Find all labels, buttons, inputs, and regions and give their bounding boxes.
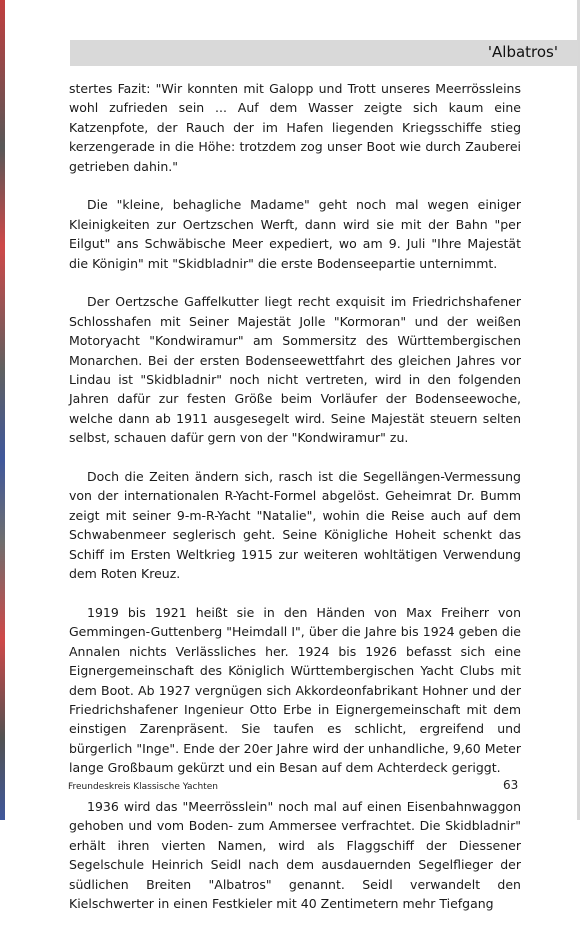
footer-publisher: Freundeskreis Klassische Yachten [68, 782, 218, 792]
paragraph: Der Oertzsche Gaffelkutter liegt recht exquisit im Friedrichshafener Schlosshafen mit Seiner Majestät Jolle "Kormoran" und der weißen Motoryacht "Kondwiramur" am Sommersitz des Württembergischen Monarchen. Bei der ersten Bodenseewettfahrt des gleichen Jahres vor Lindau ist "Skidbladnir" noch nicht vertreten, wird in den folgenden Jahren dafür zur festen Größe beim Vorläufer der Bodenseewoche, welche dann ab 1911 ausgesegelt wird. Seine Majestät steuern selten selbst, schauen dafür gern von der "Kondwiramur" zu. [69, 294, 521, 446]
page-edge-strip [0, 0, 5, 820]
paragraph: 1936 wird das "Meerrösslein" noch mal auf einen Eisenbahnwaggon gehoben und vom Boden- zum Ammersee verfrachtet. Die Skidbladnir" erhält ihren vierten Namen, wird als Flaggschiff der Diessener Segelschule Heinrich Seidl nach dem ausdauernden Segelflieger der südlichen Breiten "Albatros" genannt. Seidl verwandelt den Kielschwerter in einen Festkieler mit 40 Zentimetern mehr Tiefgang [69, 798, 521, 911]
body-text [69, 79, 521, 933]
paragraph: Doch die Zeiten ändern sich, rasch ist die Segellängen-Vermessung von der internationalen R-Yacht-Formel abgelöst. Geheimrat Dr. Bumm zeigt mit seiner 9-m-R-Yacht "Natalie", wohin die Reise auch auf dem Schwabenmeer seglerisch geht. Seine Königliche Hoheit schenkt das Schiff im Ersten Weltkrieg 1915 zur weiteren wohltätigen Verwendung dem Roten Kreuz. [69, 469, 521, 582]
running-header [70, 40, 578, 66]
paragraph: Die "kleine, behagliche Madame" geht noch mal wegen einiger Kleinigkeiten zur Oertzschen Werft, dann wird sie mit der Bahn "per Eilgut" ans Schwäbische Meer expediert, wo am 9. Juli "Ihre Majestät die Königin" mit "Skidbladnir" die erste Bodenseepartie unternimmt. [69, 197, 521, 271]
page-number: 63 [503, 778, 519, 792]
running-header-title: 'Albatros' [487, 43, 558, 61]
paragraph: 1919 bis 1921 heißt sie in den Händen von Max Freiherr von Gemmingen-Guttenberg "Heimdall I", über die Jahre bis 1924 geben die Annalen nichts Verlässliches her. 1924 bis 1926 befasst sich eine Eignergemeinschaft des Königlich Württembergischen Yacht Clubs mit dem Boot. Ab 1927 vergnügen sich Akkordeonfabrikant Hohner und der Friedrichshafener Ingenieur Otto Erbe in Eignergemeinschaft mit dem einstigen Zarenpräsent. Sie taufen es schlicht, ergreifend und bürgerlich "Inge". Ende der 20er Jahre wird der unhandliche, 9,60 Meter lange Großbaum gekürzt und ein Besan auf dem Achterdeck geriggt. [69, 604, 521, 776]
paragraph: stertes Fazit: "Wir konnten mit Galopp und Trott unseres Meerrösslеins wohl zufrieden sein ... Auf dem Wasser zeigte sich kaum eine Katzenpfote, der Rauch der im Hafen liegenden Kriegsschiffe stieg kerzengerade in die Höhe: trotzdem zog unser Boot wie durch Zauberei getrieben dahin." [69, 81, 521, 174]
